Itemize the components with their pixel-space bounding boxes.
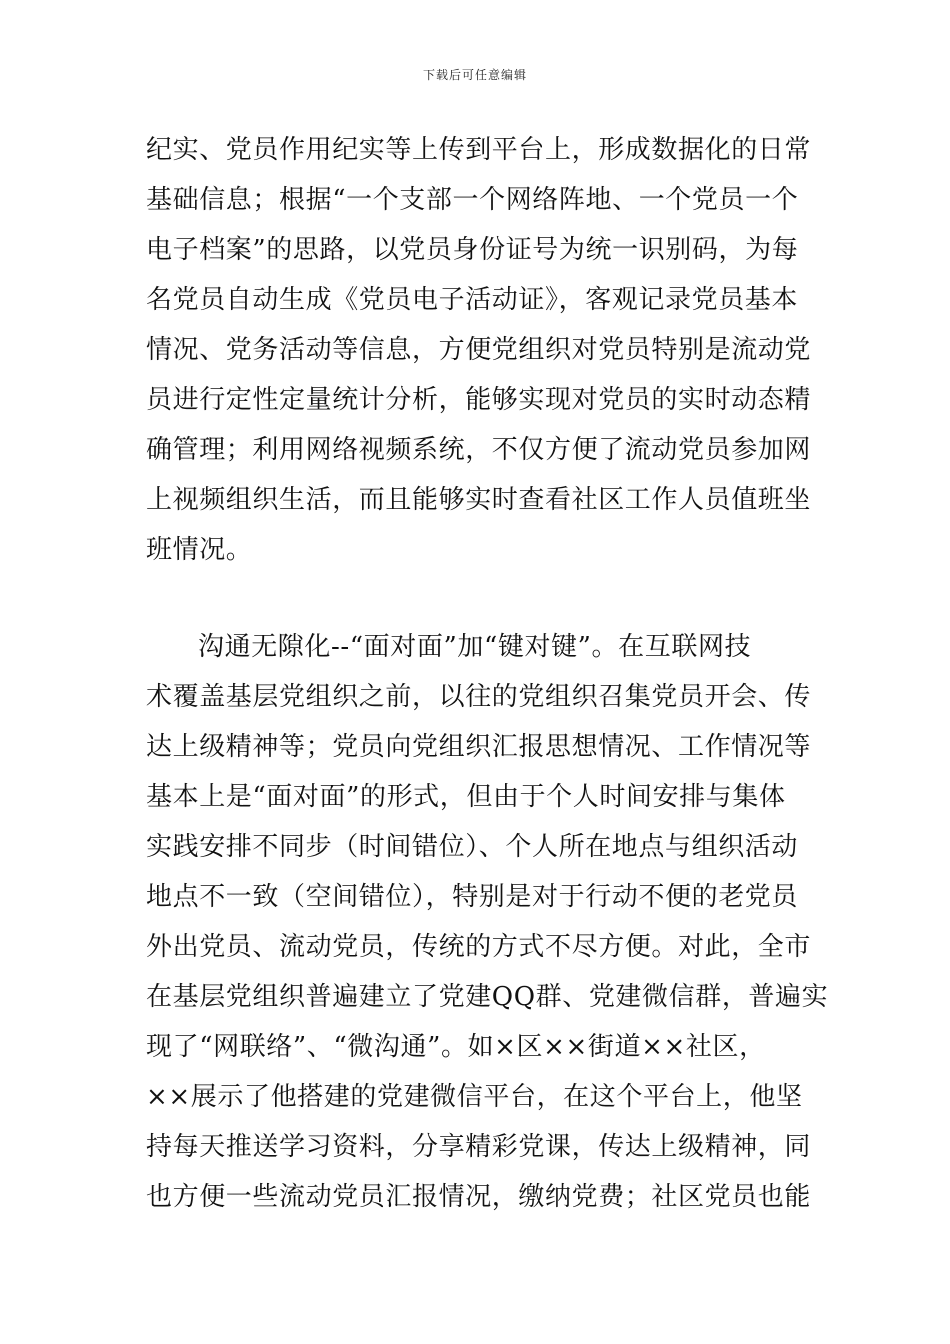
text-line: 在基层党组织普遍建立了党建QQ群、党建微信群，普遍实 [146, 982, 829, 1012]
text-line: 确管理；利用网络视频系统，不仅方便了流动党员参加网 [146, 435, 812, 465]
text-line: 也方便一些流动党员汇报情况，缴纳党费；社区党员也能 [146, 1182, 812, 1212]
text-line: 持每天推送学习资料，分享精彩党课，传达上级精神，同 [146, 1132, 812, 1162]
text-line: 情况、党务活动等信息，方便党组织对党员特别是流动党 [146, 335, 812, 365]
text-line: 上视频组织生活，而且能够实时查看社区工作人员值班坐 [146, 485, 812, 515]
page-header: 下载后可任意编辑 [422, 68, 527, 82]
text-line: 纪实、党员作用纪实等上传到平台上，形成数据化的日常 [146, 135, 812, 165]
text-line: 现了“网联络”、“微沟通”。如×区××街道××社区， [146, 1032, 766, 1062]
text-line: 电子档案”的思路，以党员身份证号为统一识别码，为每 [146, 235, 799, 265]
text-line: ××展示了他搭建的党建微信平台，在这个平台上，他坚 [146, 1082, 803, 1112]
text-line: 班情况。 [146, 535, 253, 565]
text-line: 术覆盖基层党组织之前，以往的党组织召集党员开会、传 [146, 682, 812, 712]
text-line: 员进行定性定量统计分析，能够实现对党员的实时动态精 [146, 385, 812, 415]
text-line: 名党员自动生成《党员电子活动证》，客观记录党员基本 [146, 285, 799, 315]
text-line: 外出党员、流动党员，传统的方式不尽方便。对此，全市 [146, 932, 812, 962]
text-line: 达上级精神等；党员向党组织汇报思想情况、工作情况等 [146, 732, 812, 762]
text-line: 地点不一致（空间错位），特别是对于行动不便的老党员 [146, 882, 799, 912]
text-line: 实践安排不同步（时间错位）、个人所在地点与组织活动 [146, 832, 799, 862]
text-line: 基础信息；根据“一个支部一个网络阵地、一个党员一个 [146, 185, 799, 215]
text-line: 基本上是“面对面”的形式，但由于个人时间安排与集体 [146, 782, 786, 812]
text-line: 沟通无隙化--“面对面”加“键对键”。在互联网技 [198, 632, 752, 662]
